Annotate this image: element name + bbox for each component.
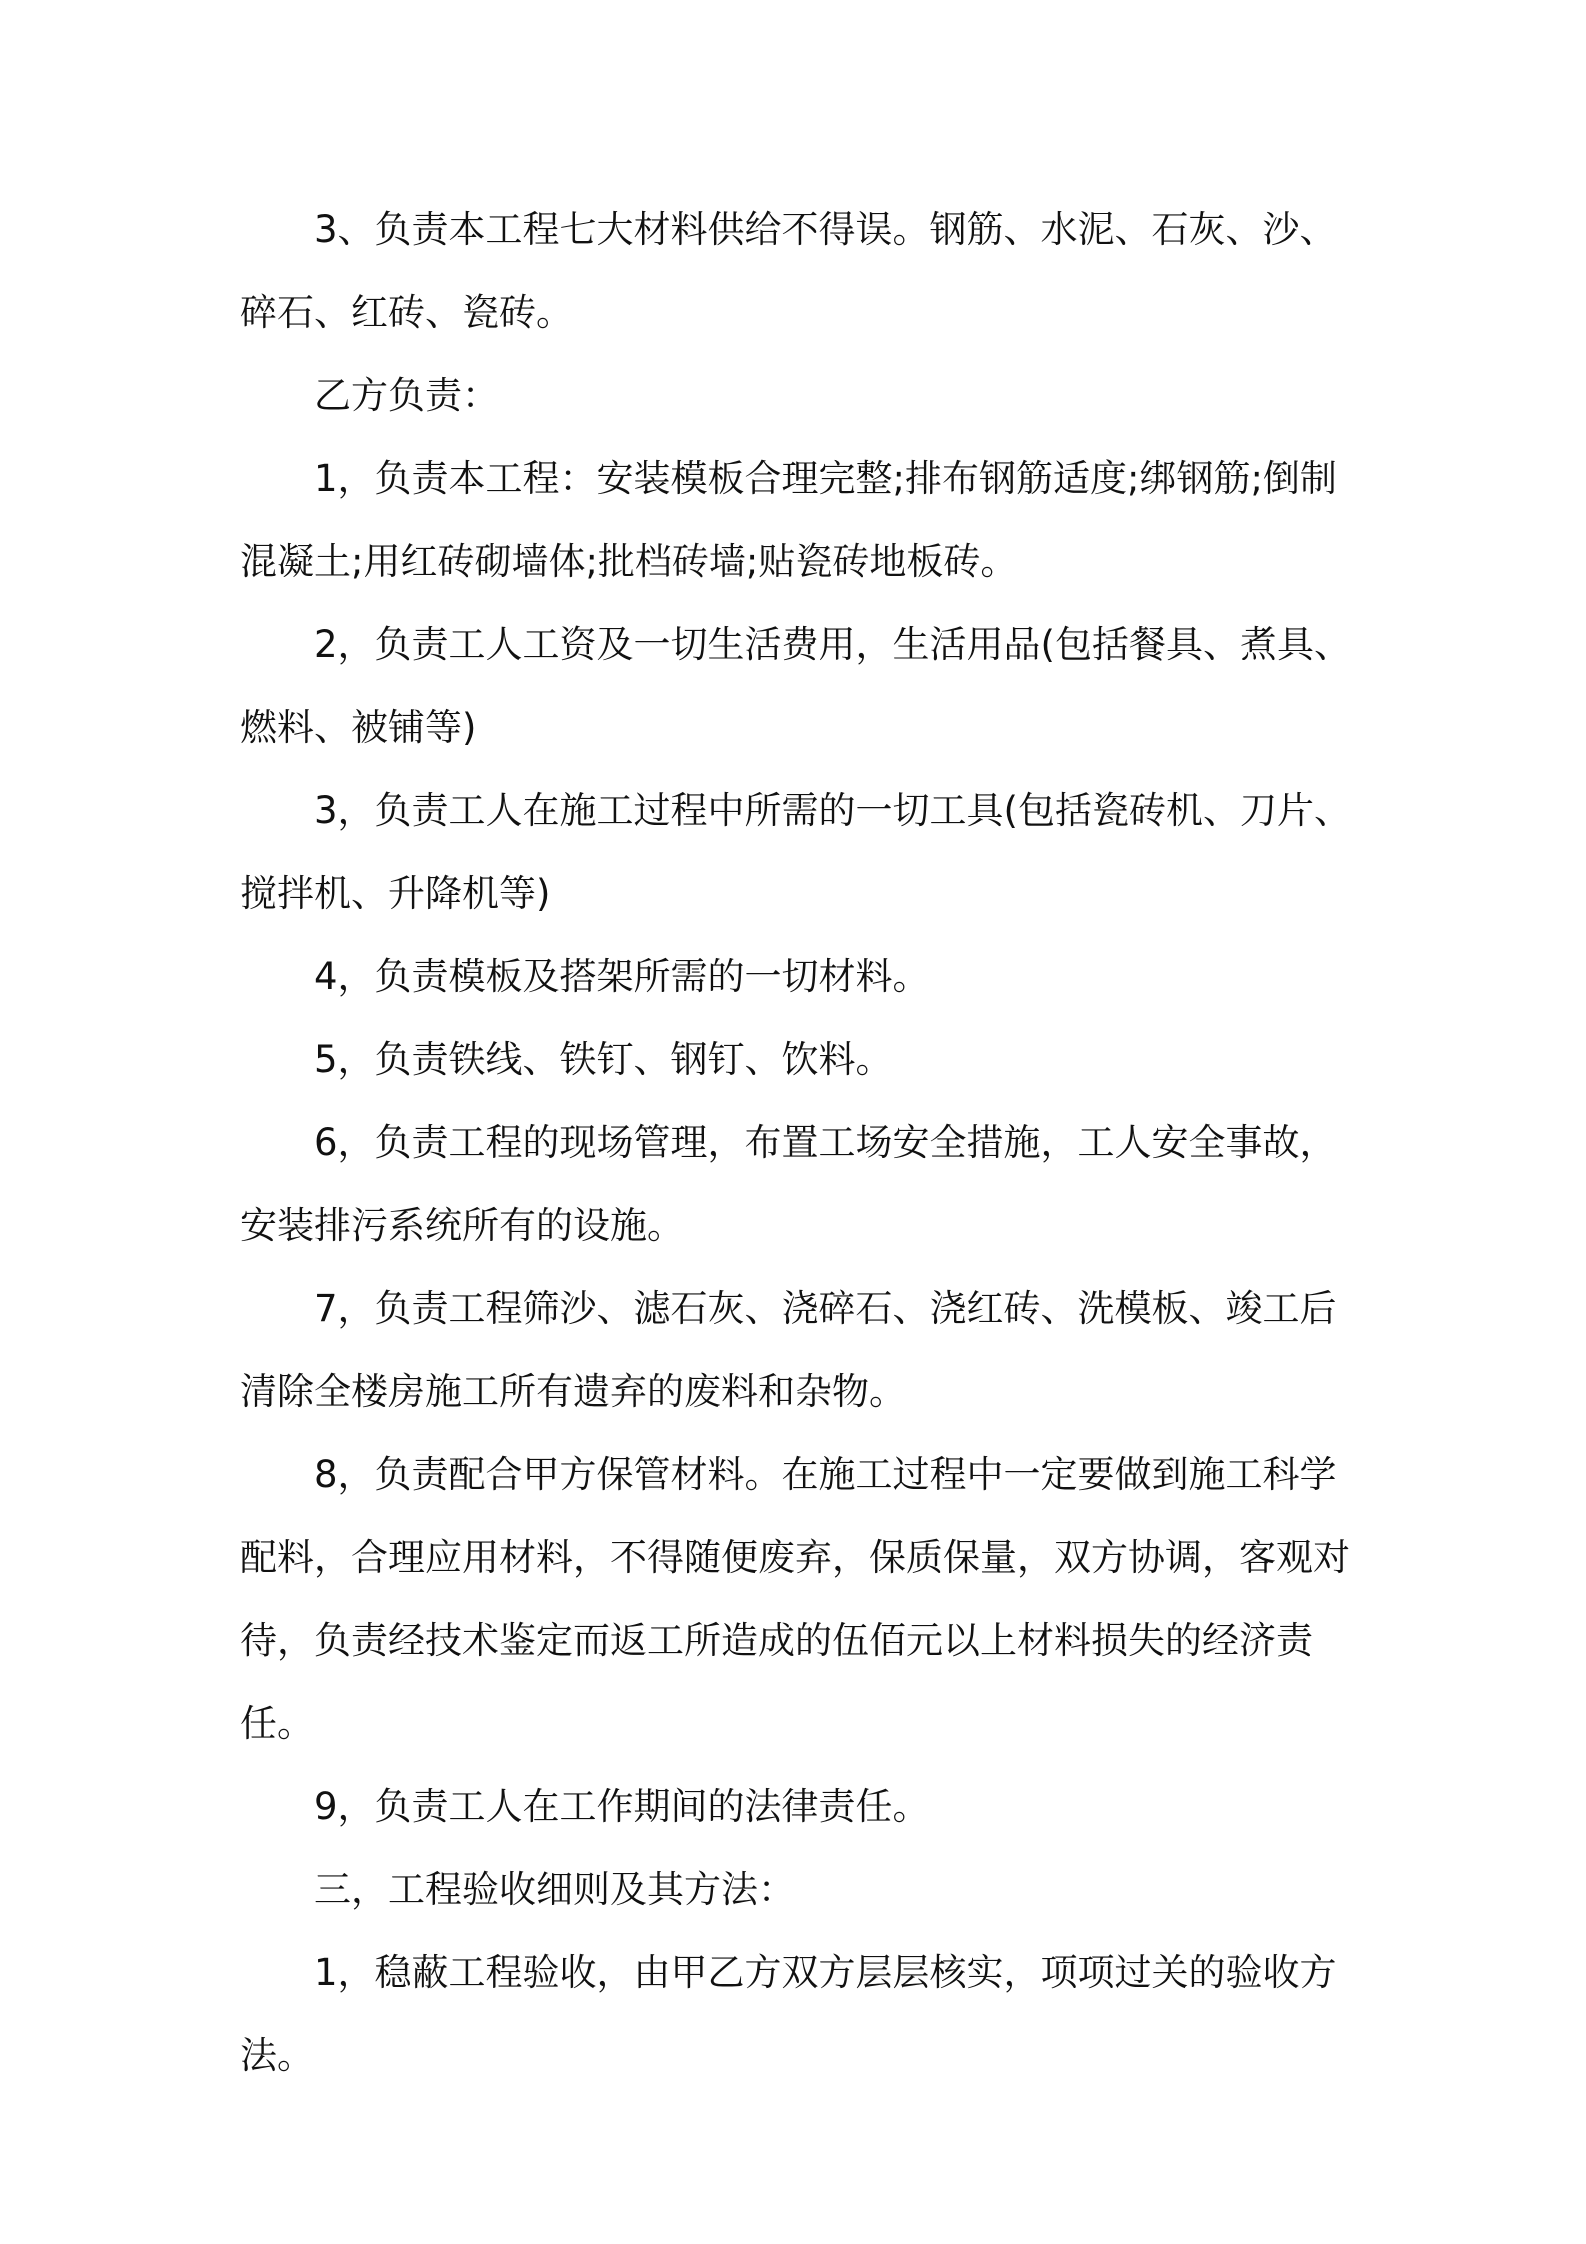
paragraph-item-3: 3，负责工人在施工过程中所需的一切工具(包括瓷砖机、刀片、搅拌机、升降机等) [240, 789, 1351, 915]
paragraph-item-4: 4，负责模板及搭架所需的一切材料。 [314, 955, 930, 998]
paragraph-item-7: 7，负责工程筛沙、滤石灰、浇碎石、浇红砖、洗模板、竣工后清除全楼房施工所有遗弃的废料和杂物。 [240, 1287, 1337, 1413]
paragraph-item-8: 8，负责配合甲方保管材料。在施工过程中一定要做到施工科学配料，合理应用材料，不得随便废弃，保质保量，双方协调，客观对待，负责经技术鉴定而返工所造成的伍佰元以上材料损失的经济责任。 [240, 1453, 1350, 1745]
document-body [240, 188, 1360, 2097]
paragraph-party-b-heading: 乙方负责： [314, 374, 499, 417]
paragraph-item-5: 5，负责铁线、铁钉、钢钉、饮料。 [314, 1038, 893, 1081]
paragraph-acceptance-item-1: 1，稳蔽工程验收，由甲乙方双方层层核实，项项过关的验收方法。 [240, 1951, 1337, 2077]
paragraph-item-2: 2，负责工人工资及一切生活费用，生活用品(包括餐具、煮具、燃料、被铺等) [240, 623, 1351, 749]
paragraph-item-9: 9，负责工人在工作期间的法律责任。 [314, 1785, 930, 1828]
paragraph-item-6: 6，负责工程的现场管理，布置工场安全措施，工人安全事故，安装排污系统所有的设施。 [240, 1121, 1337, 1247]
paragraph-section-3-heading: 三，工程验收细则及其方法： [314, 1868, 795, 1911]
paragraph-material-supply: 3、负责本工程七大材料供给不得误。钢筋、水泥、石灰、沙、碎石、红砖、瓷砖。 [240, 208, 1337, 334]
paragraph-item-1: 1，负责本工程：安装模板合理完整;排布钢筋适度;绑钢筋;倒制混凝土;用红砖砌墙体;批档砖墙;贴瓷砖地板砖。 [240, 457, 1337, 583]
